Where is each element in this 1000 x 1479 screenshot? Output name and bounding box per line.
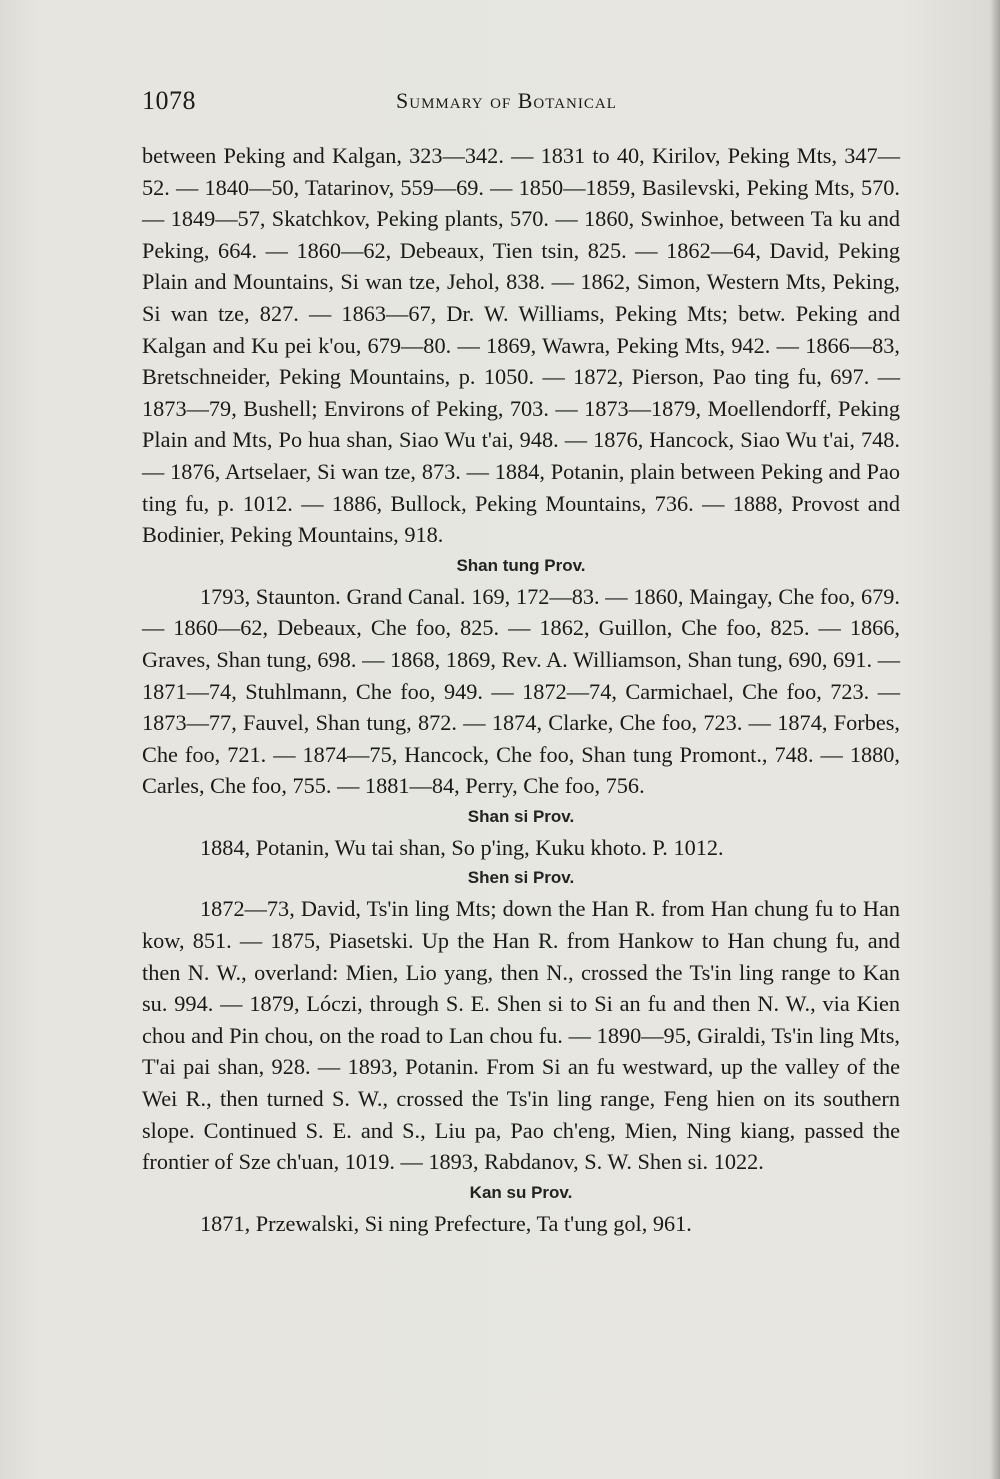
section-heading-shan-si: Shan si Prov.	[467, 806, 575, 826]
paragraph-shan-tung: 1793, Staunton. Grand Canal. 169, 172—83. — 1860, Maingay, Che foo, 679. — 1860—62, Debeaux, Che foo, 825. — 1862, Guillon, Che foo, 825. — 1866, Graves, Shan tung, 698. — 1868, 1869, Rev. A. Williamson, Shan tung, 690, 691. — 1871—74, Stuhlmann, Che foo, 949. — 1872—74, Carmichael, Che foo, 723. — 1873—77, Fauvel, Shan tung, 872. — 1874, Clarke, Che foo, 723. — 1874, Forbes, Che foo, 721. — 1874—75, Hancock, Che foo, Shan tung Promont., 748. — 1880, Carles, Che foo, 755. — 1881—84, Perry, Che foo, 756.	[142, 583, 900, 799]
section-heading-shen-si: Shen si Prov.	[467, 868, 575, 888]
section-heading-shan-tung: Shan tung Prov.	[456, 555, 586, 575]
paragraph-shen-si: 1872—73, David, Ts'in ling Mts; down the Han R. from Han chung fu to Han kow, 851. — 1875, Piasetski. Up the Han R. from Hankow to Han chung fu, and then N. W., overland: Mien, Lio yang, then N., crossed the Ts'in ling range to Kan su. 994. — 1879, Lóczi, through S. E. Shen si to Si an fu and then N. W., via Kien chou and Pin chou, on the road to Lan chou fu. — 1890—95, Giraldi, Ts'in ling Mts, T'ai pai shan, 928. — 1893, Potanin. From Si an fu westward, up the valley of the Wei R., then turned S. W., crossed the Ts'in ling range, Feng hien on its southern slope. Continued S. E. and S., Liu pa, Pao ch'eng, Mien, Ning kiang, passed the frontier of Sze ch'uan, 1019. — 1893, Rabdanov, S. W. Shen si. 1022.	[142, 896, 900, 1175]
running-head: Summary of Botanical	[396, 88, 617, 113]
page-edge-shadow	[990, 0, 1000, 1479]
section-heading-kan-su: Kan su Prov.	[469, 1182, 573, 1202]
page-header	[142, 86, 900, 120]
body-text	[142, 140, 900, 1239]
paragraph-kan-su: 1871, Przewalski, Si ning Prefecture, Ta t'ung gol, 961.	[200, 1210, 692, 1236]
page-number: 1078	[142, 86, 196, 115]
paragraph-chihli-continued: between Peking and Kalgan, 323—342. — 1831 to 40, Kirilov, Peking Mts, 347—52. — 1840—50, Tatarinov, 559—69. — 1850—1859, Basilevski, Peking Mts, 570. — 1849—57, Skatchkov, Peking plants, 570. — 1860, Swinhoe, between Ta ku and Peking, 664. — 1860—62, Debeaux, Tien tsin, 825. — 1862—64, David, Peking Plain and Mountains, Si wan tze, Jehol, 838. — 1862, Simon, Western Mts, Peking, Si wan tze, 827. — 1863—67, Dr. W. Williams, Peking Mts; betw. Peking and Kalgan and Ku pei k'ou, 679—80. — 1869, Wawra, Peking Mts, 942. — 1866—83, Bretschneider, Peking Mountains, p. 1050. — 1872, Pierson, Pao ting fu, 697. — 1873—79, Bushell; Environs of Peking, 703. — 1873—1879, Moellendorff, Peking Plain and Mts, Po hua shan, Siao Wu t'ai, 948. — 1876, Hancock, Siao Wu t'ai, 748. — 1876, Artselaer, Si wan tze, 873. — 1884, Potanin, plain between Peking and Pao ting fu, p. 1012. — 1886, Bullock, Peking Mountains, 736. — 1888, Provost and Bodinier, Peking Mountains, 918.	[142, 143, 900, 548]
paragraph-shan-si: 1884, Potanin, Wu tai shan, So p'ing, Kuku khoto. P. 1012.	[200, 834, 724, 860]
